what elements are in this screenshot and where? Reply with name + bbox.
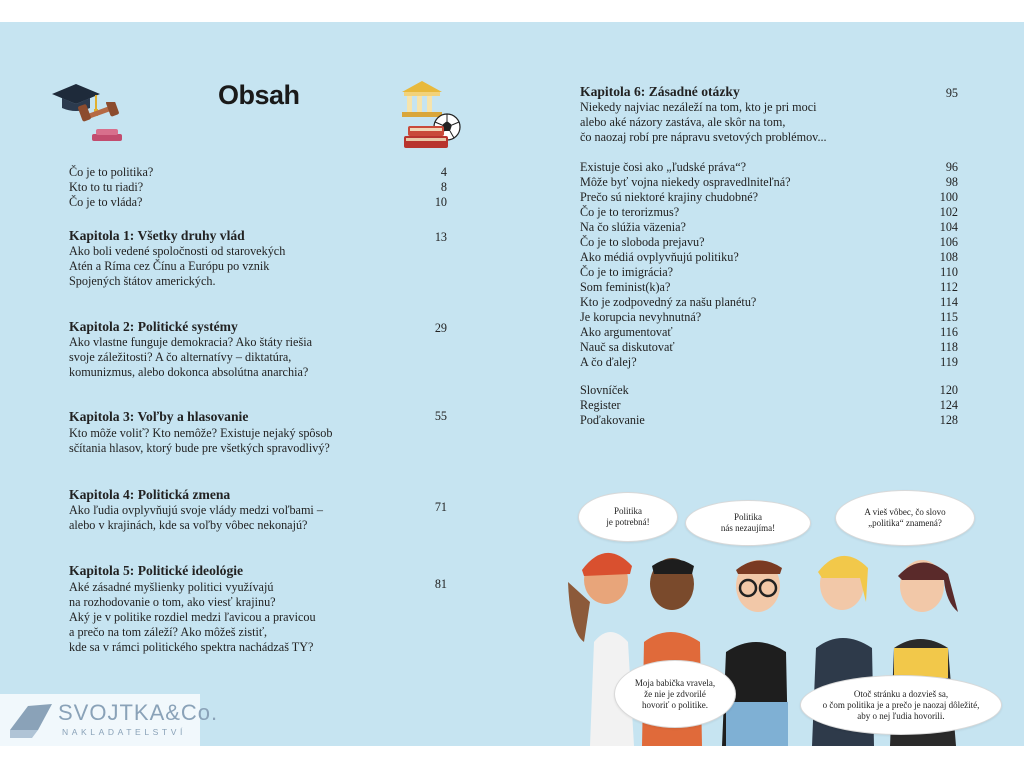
chapter-description: Aké zásadné myšlienky politici využívajú — [69, 580, 274, 594]
toc-item: Slovníček — [580, 383, 629, 397]
chapter-description: Ako ľudia ovplyvňujú svoje vlády medzi voľbami – — [69, 503, 323, 517]
toc-page-number: 114 — [940, 295, 958, 309]
toc-item: Čo je to vláda? — [69, 195, 143, 209]
toc-item: Som feminist(k)a? — [580, 280, 671, 294]
speech-bubble: Politika nás nezaujíma! — [685, 500, 811, 546]
chapter-description: Ako vlastne funguje demokracia? Ako štáty riešia — [69, 335, 312, 349]
toc-item: Existuje čosi ako „ľudské práva“? — [580, 160, 747, 174]
toc-item: Čo je to sloboda prejavu? — [580, 235, 705, 249]
toc-item: Čo je to imigrácia? — [580, 265, 674, 279]
toc-item: Na čo slúžia väzenia? — [580, 220, 686, 234]
toc-item: Kto to tu riadi? — [69, 180, 144, 194]
chapter-description: sčítania hlasov, ktorý bude pre všetkých spravodlivý? — [69, 441, 330, 455]
chapter-page-number: 55 — [434, 409, 447, 423]
toc-item: Kto je zodpovedný za našu planétu? — [580, 295, 757, 309]
toc-item: Register — [580, 398, 621, 412]
chapter-title: Kapitola 5: Politické ideológie — [69, 563, 244, 578]
toc-item: Prečo sú niektoré krajiny chudobné? — [580, 190, 759, 204]
chapter-page-number: 29 — [434, 321, 447, 335]
chapter-description: komunizmus, alebo dokonca absolútna anarchia? — [69, 365, 309, 379]
toc-page-number: 10 — [434, 195, 447, 209]
toc-page-number: 112 — [940, 280, 958, 294]
book-spread — [0, 22, 1024, 746]
chapter-description: Spojených štátov amerických. — [69, 274, 216, 288]
books-icon — [402, 122, 452, 150]
chapter-page-number: 13 — [434, 230, 447, 244]
toc-page-number: 104 — [939, 220, 958, 234]
chapter-title: Kapitola 1: Všetky druhy vlád — [69, 228, 245, 243]
toc-page-number: 116 — [940, 325, 958, 339]
chapter-description: Aký je v politike rozdiel medzi ľavicou a pravicou — [69, 610, 316, 624]
toc-page-number: 8 — [440, 180, 447, 194]
toc-item: Nauč sa diskutovať — [580, 340, 675, 354]
chapter-description: na rozhodovanie o tom, ako viesť krajinu? — [69, 595, 276, 609]
speech-bubble: Moja babička vravela, že nie je zdvorilé hovoriť o politike. — [614, 660, 736, 728]
toc-page-number: 98 — [945, 175, 958, 189]
chapter-title: Kapitola 3: Voľby a hlasovanie — [69, 409, 249, 424]
toc-item: Môže byť vojna niekedy ospravedlniteľná? — [580, 175, 791, 189]
chapter-description: kde sa v rámci politického spektra nachádzaš TY? — [69, 640, 314, 654]
toc-page-number: 119 — [940, 355, 958, 369]
toc-page-number: 124 — [939, 398, 958, 412]
toc-item: Čo je to politika? — [69, 165, 154, 179]
publisher-logo-icon — [8, 700, 54, 740]
toc-item: Čo je to terorizmus? — [580, 205, 680, 219]
page-title: Obsah — [218, 80, 300, 110]
toc-item: Je korupcia nevyhnutná? — [580, 310, 702, 324]
chapter-page-number: 95 — [945, 86, 958, 100]
toc-page-number: 110 — [940, 265, 958, 279]
gavel-icon — [76, 102, 126, 144]
publisher-name: SVOJTKA&Co. — [58, 700, 219, 725]
toc-page-number: 128 — [939, 413, 958, 427]
chapter-description: svoje záležitosti? A čo alternatívy – diktatúra, — [69, 350, 292, 364]
chapter-description: čo naozaj robí pre nápravu svetových problémov... — [580, 130, 827, 144]
chapter-description: Ako boli vedené spoločnosti od starovekých — [69, 244, 286, 258]
toc-item: Poďakovanie — [580, 413, 645, 427]
toc-item: A čo ďalej? — [580, 355, 637, 369]
toc-page-number: 108 — [939, 250, 958, 264]
speech-bubble: A vieš vôbec, čo slovo „politika“ znamená? — [835, 490, 975, 546]
toc-page-number: 115 — [940, 310, 958, 324]
chapter-description: Atén a Ríma cez Čínu a Európu po vznik — [69, 259, 270, 273]
chapter-description: alebo v krajinách, kde sa voľby vôbec nekonajú? — [69, 518, 308, 532]
toc-page-number: 96 — [945, 160, 958, 174]
publisher-subtitle: NAKLADATELSTVÍ — [62, 727, 186, 737]
toc-page-number: 4 — [440, 165, 447, 179]
chapter-page-number: 71 — [434, 500, 447, 514]
chapter-title: Kapitola 4: Politická zmena — [69, 487, 231, 502]
toc-item: Ako médiá ovplyvňujú politiku? — [580, 250, 739, 264]
toc-page-number: 106 — [939, 235, 958, 249]
chapter-page-number: 81 — [434, 577, 447, 591]
chapter-title: Kapitola 2: Politické systémy — [69, 319, 238, 334]
chapter-description: alebo aké názory zastáva, ale skôr na tom, — [580, 115, 786, 129]
speech-bubble: Otoč stránku a dozvieš sa, o čom politika je a prečo je naozaj dôležité, aby o nej ľudia hovorili. — [800, 675, 1002, 735]
toc-page-number: 102 — [939, 205, 958, 219]
toc-item: Ako argumentovať — [580, 325, 673, 339]
toc-page-number: 118 — [940, 340, 958, 354]
chapter-description: Kto môže voliť? Kto nemôže? Existuje nejaký spôsob — [69, 426, 333, 440]
chapter-description: a prečo na tom záleží? Ako môžeš zistiť, — [69, 625, 268, 639]
speech-bubble: Politika je potrebná! — [578, 492, 678, 542]
chapter-title: Kapitola 6: Zásadné otázky — [580, 84, 740, 99]
chapter-description: Niekedy najviac nezáleží na tom, kto je pri moci — [580, 100, 817, 114]
toc-page-number: 120 — [939, 383, 958, 397]
toc-page-number: 100 — [939, 190, 958, 204]
